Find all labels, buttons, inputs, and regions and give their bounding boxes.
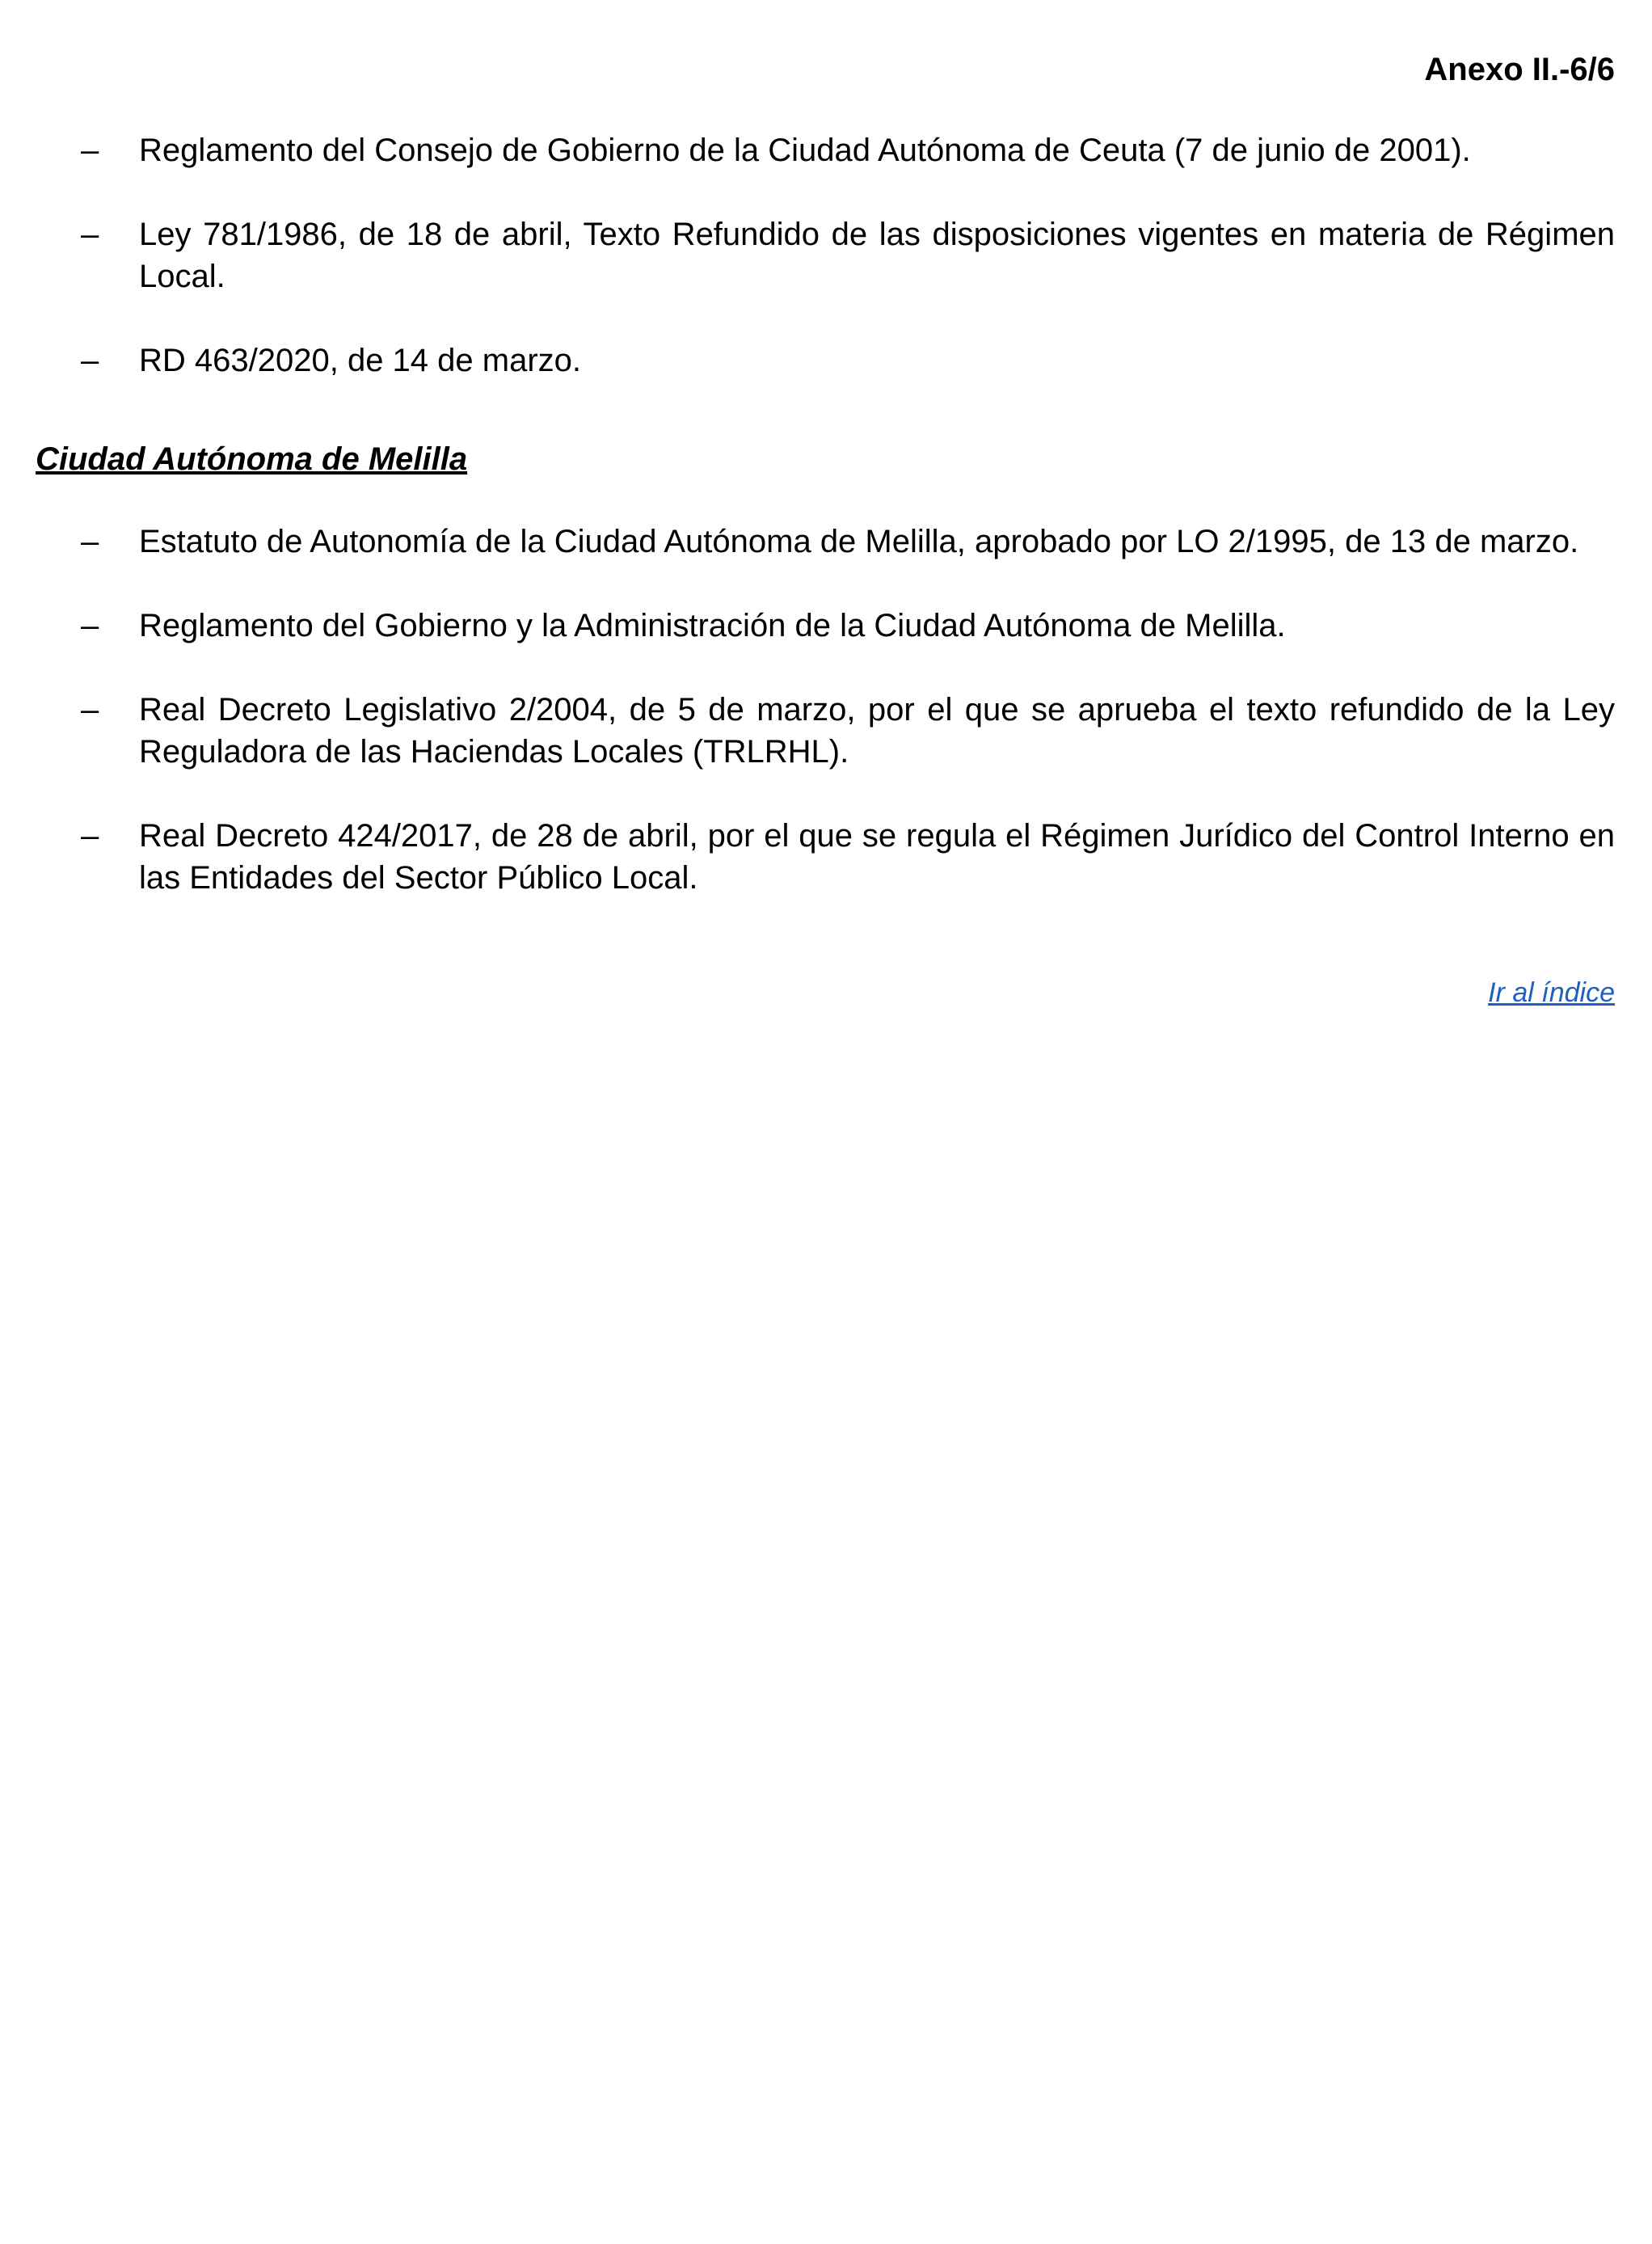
list-item-text: Reglamento del Consejo de Gobierno de la Ciudad Autónoma de Ceuta (7 de junio de 2001). [139, 133, 1471, 168]
list-item [81, 213, 1615, 297]
list-item-text: Reglamento del Gobierno y la Administración de la Ciudad Autónoma de Melilla. [139, 608, 1286, 643]
list-item-text: Real Decreto 424/2017, de 28 de abril, por el que se regula el Régimen Jurídico del Control Interno en las Entidades del Sector Público Local. [139, 818, 1615, 896]
melilla-legislation-list [81, 521, 1615, 941]
bullet-dash: – [81, 818, 99, 854]
list-item [81, 815, 1615, 899]
list-item [81, 689, 1615, 773]
go-to-index-link[interactable]: Ir al índice [1488, 977, 1615, 1008]
list-item [81, 340, 1615, 382]
bullet-dash: – [81, 524, 99, 559]
bullet-dash: – [81, 343, 99, 378]
bullet-dash: – [81, 608, 99, 643]
bullet-dash: – [81, 133, 99, 168]
bullet-dash: – [81, 692, 99, 728]
list-item [81, 605, 1615, 647]
list-item [81, 129, 1615, 171]
page-header-title: Anexo II.-6/6 [1424, 52, 1615, 87]
list-item [81, 521, 1615, 563]
section-title-melilla: Ciudad Autónoma de Melilla [36, 441, 468, 477]
list-item-text: Ley 781/1986, de 18 de abril, Texto Refundido de las disposiciones vigentes en materia de Régimen Local. [139, 217, 1615, 294]
list-item-text: Real Decreto Legislativo 2/2004, de 5 de marzo, por el que se aprueba el texto refundido de la Ley Reguladora de las Haciendas Locales (TRLRHL). [139, 692, 1615, 770]
bullet-dash: – [81, 217, 99, 252]
list-item-text: Estatuto de Autonomía de la Ciudad Autónoma de Melilla, aprobado por LO 2/1995, de 13 de marzo. [139, 524, 1579, 559]
ceuta-legislation-list [81, 129, 1615, 424]
list-item-text: RD 463/2020, de 14 de marzo. [139, 343, 582, 378]
